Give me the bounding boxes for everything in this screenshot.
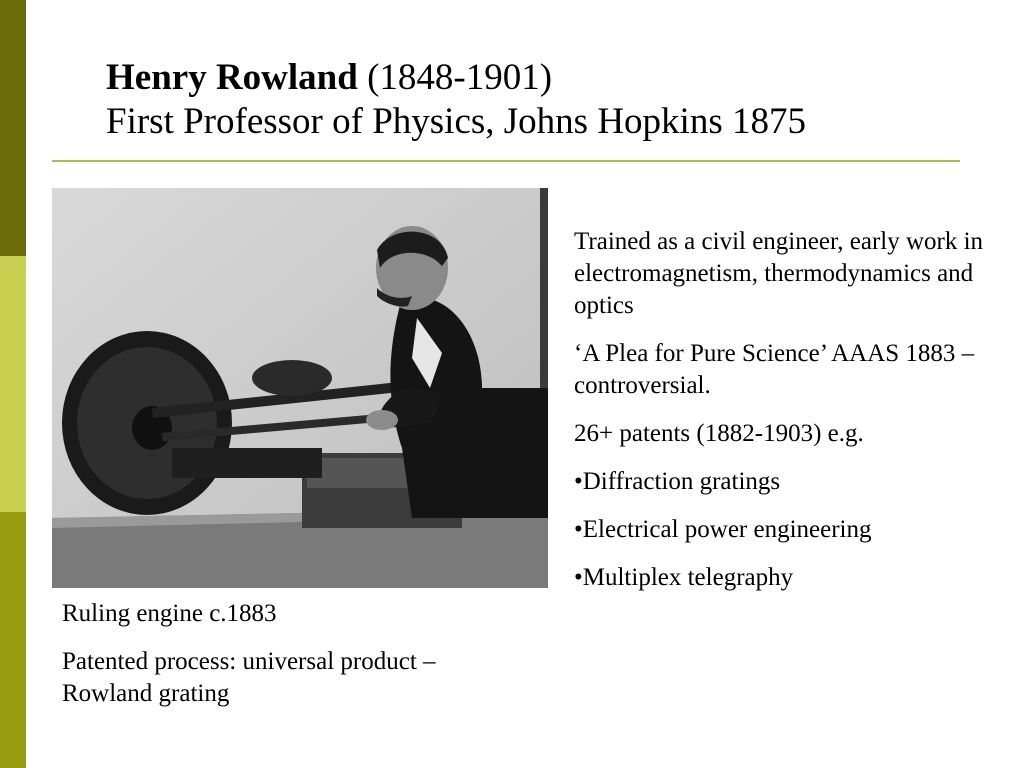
slide-title <box>106 56 806 144</box>
caption-description: Patented process: universal product – Rowland grating <box>62 648 436 707</box>
photo-caption <box>62 598 532 726</box>
title-subtitle: First Professor of Physics, Johns Hopkins 1875 <box>106 101 806 142</box>
bullet-multiplex-telegraphy: •Multiplex telegraphy <box>574 564 794 591</box>
title-name: Henry Rowland <box>106 57 358 98</box>
title-divider <box>52 160 960 162</box>
ruling-engine-photo <box>52 188 548 588</box>
side-bar-bottom <box>0 512 26 768</box>
bullet-electrical-power: •Electrical power engineering <box>574 516 872 543</box>
caption-title: Ruling engine c.1883 <box>62 600 277 627</box>
body-paragraph-training: Trained as a civil engineer, early work in electromagnetism, thermodynamics and optics <box>574 228 984 319</box>
bullet-diffraction-gratings: •Diffraction gratings <box>574 468 781 495</box>
body-text <box>574 226 1004 610</box>
title-dates: (1848-1901) <box>367 57 553 98</box>
body-paragraph-patents: 26+ patents (1882-1903) e.g. <box>574 420 864 447</box>
body-paragraph-plea: ‘A Plea for Pure Science’ AAAS 1883 – controversial. <box>574 340 975 399</box>
side-bar-top <box>0 0 26 256</box>
side-bar-middle <box>0 256 26 512</box>
